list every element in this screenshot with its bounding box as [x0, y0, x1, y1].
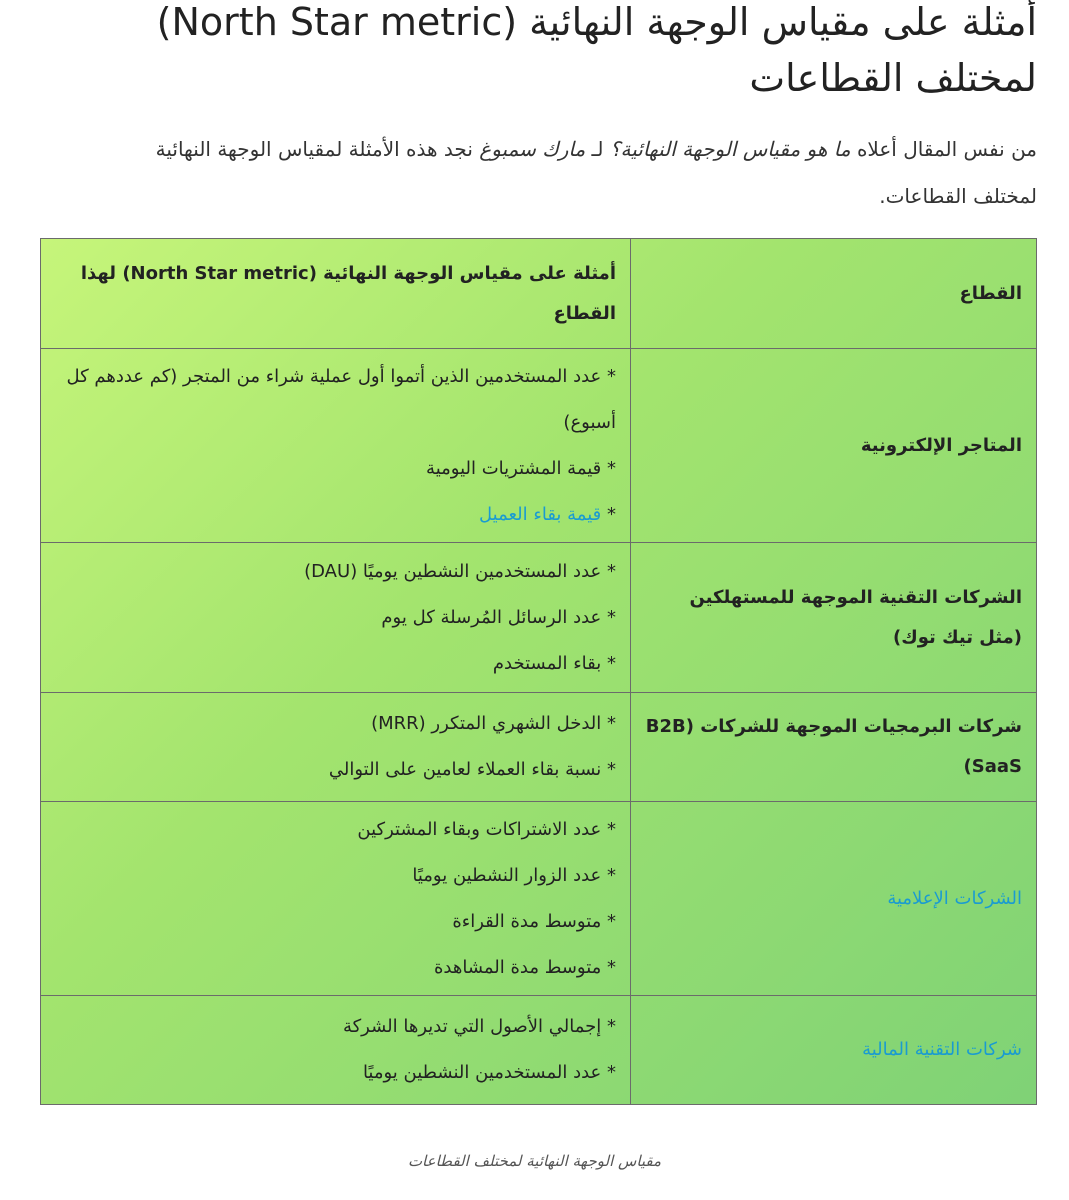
metric-bullet: *: [601, 503, 616, 525]
metric-item: * بقاء المستخدم: [492, 652, 616, 674]
metrics-cell: [41, 693, 631, 802]
metric-item: * عدد الرسائل المُرسلة كل يوم: [381, 606, 616, 628]
metrics-cell: [41, 996, 631, 1105]
metrics-cell: [41, 802, 631, 996]
metric-item: * الدخل الشهري المتكرر (MRR): [371, 713, 616, 734]
sector-consumer-tech: الشركات التقنية الموجهة للمستهلكين (مثل تيك توك): [689, 586, 1022, 648]
metric-item: * عدد المستخدمين النشطين يوميًا (DAU): [304, 560, 616, 582]
intro-article-title: ما هو مقياس الوجهة النهائية؟: [609, 137, 851, 161]
metric-item: * عدد المستخدمين الذين أتموا أول عملية شراء من المتجر (كم عددهم كل أسبوع): [66, 365, 616, 433]
north-star-metrics-table: [40, 238, 1037, 1105]
intro-author-name: مارك سمبوغ: [479, 137, 586, 161]
sector-cell: [631, 802, 1037, 996]
metric-item: * عدد الزوار النشطين يوميًا: [412, 864, 616, 886]
metric-item: * عدد الاشتراكات وبقاء المشتركين: [357, 818, 616, 840]
customer-lifetime-value-link[interactable]: قيمة بقاء العميل: [479, 503, 602, 525]
table-row: [41, 543, 1037, 693]
intro-paragraph: [97, 126, 1037, 220]
sector-cell: [631, 543, 1037, 693]
table-row: [41, 802, 1037, 996]
sector-ecommerce: المتاجر الإلكترونية: [860, 434, 1022, 456]
sector-b2b-saas: شركات البرمجيات الموجهة للشركات (B2B SaaS): [645, 716, 1022, 777]
sector-cell: [631, 996, 1037, 1105]
metric-item: * إجمالي الأصول التي تديرها الشركة: [342, 1016, 616, 1037]
header-sector: القطاع: [631, 239, 1037, 349]
table-row: [41, 349, 1037, 543]
table-header-row: [41, 239, 1037, 349]
metric-item: [55, 492, 616, 538]
metric-item: * نسبة بقاء العملاء لعامين على التوالي: [328, 759, 616, 780]
table-caption: مقياس الوجهة النهائية لمختلف القطاعات: [407, 1152, 662, 1170]
metric-item: * متوسط مدة المشاهدة: [433, 956, 616, 978]
metric-item: * متوسط مدة القراءة: [452, 910, 616, 932]
sector-media-link[interactable]: الشركات الإعلامية: [887, 887, 1022, 909]
sector-cell: [631, 349, 1037, 543]
table-row: [41, 996, 1037, 1105]
sector-fintech-link[interactable]: شركات التقنية المالية: [862, 1039, 1022, 1060]
intro-text-3: نجد هذه الأمثلة لمقياس الوجهة النهائية لمختلف القطاعات.: [155, 137, 1037, 208]
header-metrics: أمثلة على مقياس الوجهة النهائية (North Star metric) لهذا القطاع: [41, 239, 631, 349]
intro-text-2: لـ: [585, 137, 610, 161]
metrics-cell: [41, 543, 631, 693]
sector-cell: [631, 693, 1037, 802]
table-row: [41, 693, 1037, 802]
metric-item: * عدد المستخدمين النشطين يوميًا: [362, 1062, 616, 1083]
intro-text-1: من نفس المقال أعلاه: [850, 137, 1037, 161]
metric-item: * قيمة المشتريات اليومية: [426, 457, 616, 479]
article-title: أمثلة على مقياس الوجهة النهائية (North Star metric) لمختلف القطاعات: [156, 0, 1037, 100]
metrics-cell: [41, 349, 631, 543]
